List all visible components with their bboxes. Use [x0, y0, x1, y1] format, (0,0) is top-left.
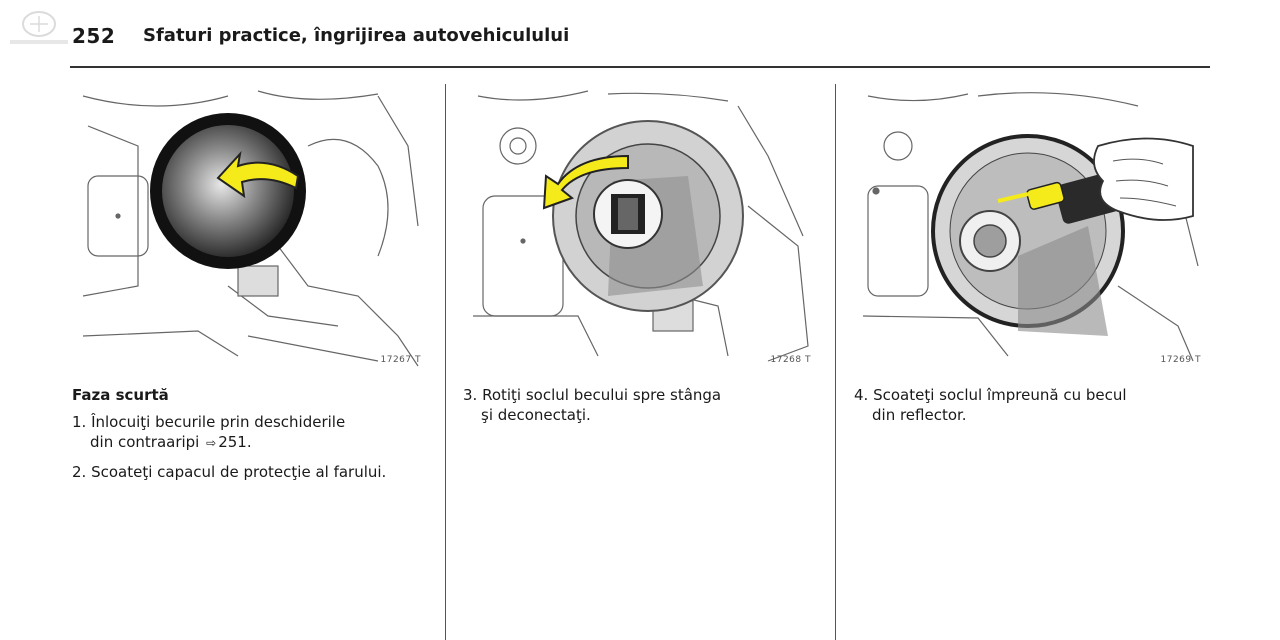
text-column-3 [854, 385, 1204, 434]
step-2: 2. Scoateţi capacul de protecţie al farului. [72, 463, 387, 481]
step-4 [854, 385, 1204, 425]
section-heading: Faza scurtă [72, 386, 169, 404]
column-divider-2 [835, 84, 836, 640]
header-rule [70, 66, 1210, 68]
step-3-line-1: 3. Rotiţi soclul becului spre stânga [463, 386, 722, 404]
watermark-logo [4, 6, 74, 48]
figure-remove-bulb [858, 86, 1203, 368]
column-divider-1 [445, 84, 446, 640]
arrow-reference-icon: ⇨ [206, 436, 217, 450]
page-number: 252 [72, 24, 116, 48]
figure-rotate-socket [468, 86, 813, 368]
page-reference-link[interactable]: 251. [218, 433, 252, 451]
text-column-1 [72, 385, 422, 491]
step-1 [72, 412, 422, 453]
step-3-line-2: şi deconectaţi. [481, 406, 591, 424]
figure-code: 17267 T [380, 355, 421, 365]
rotate-socket-illustration [468, 86, 813, 368]
step-1-line-1: 1. Înlocuiţi becurile prin deschiderile [72, 413, 346, 431]
step-3 [463, 385, 813, 425]
step-4-line-1: 4. Scoateţi soclul împreună cu becul [854, 386, 1127, 404]
text-column-2 [463, 385, 813, 434]
step-1-line-2: din contraaripi [90, 433, 200, 451]
remove-bulb-illustration [858, 86, 1203, 368]
figure-code: 17269 T [1160, 355, 1201, 365]
page-title: Sfaturi practice, îngrijirea autovehiculului [143, 25, 570, 46]
figure-code: 17268 T [770, 355, 811, 365]
figure-protective-cap [78, 86, 423, 368]
step-4-line-2: din reflector. [872, 406, 967, 424]
protective-cap-illustration [78, 86, 423, 368]
